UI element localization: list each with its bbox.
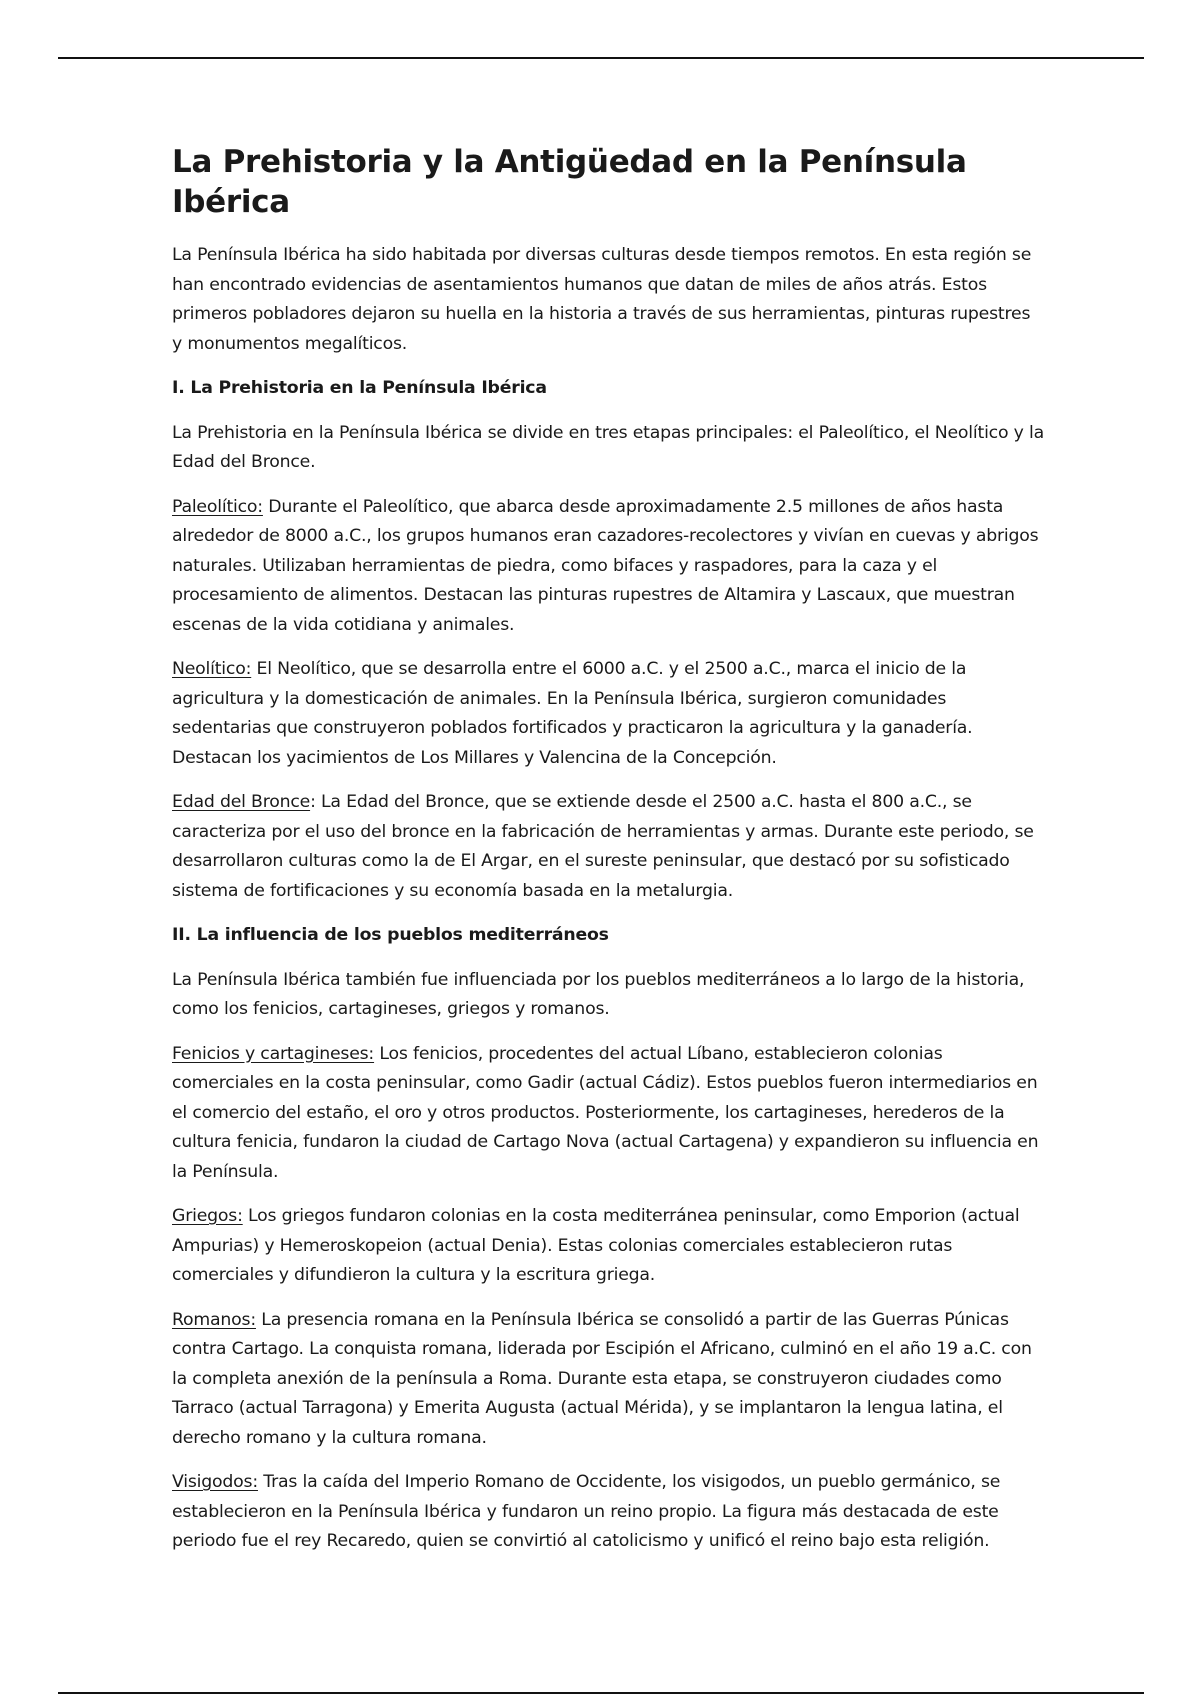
- document-title: La Prehistoria y la Antigüedad en la Península Ibérica: [172, 144, 967, 220]
- section-heading-prehistoria: I. La Prehistoria en la Península Ibérica: [172, 378, 547, 398]
- section-intro-mediterraneos: La Península Ibérica también fue influenciada por los pueblos mediterráneos a lo largo de la historia, como los fenicios, cartagineses, griegos y romanos.: [172, 969, 1025, 1019]
- text-romanos: La presencia romana en la Península Ibérica se consolidó a partir de las Guerras Púnicas contra Cartago. La conquista romana, liderada por Escipión el Africano, culminó en el año 19 a.C. con la completa anexión de la península a Roma. Durante esta etapa, se construyeron ciudades como Tarraco (actual Tarragona) y Emerita Augusta (actual Mérida), y se implantaron la lengua latina, el derecho romano y la cultura romana.: [172, 1309, 1032, 1448]
- text-paleolitico: Durante el Paleolítico, que abarca desde aproximadamente 2.5 millones de años hasta alrededor de 8000 a.C., los grupos humanos eran cazadores-recolectores y vivían en cuevas y abrigos naturales. Utilizaban herramientas de piedra, como bifaces y raspadores, para la caza y el procesamiento de alimentos. Destacan las pinturas rupestres de Altamira y Lascaux, que muestran escenas de la vida cotidiana y animales.: [172, 496, 1039, 635]
- text-fenicios: Los fenicios, procedentes del actual Líbano, establecieron colonias comerciales en la costa peninsular, como Gadir (actual Cádiz). Estos pueblos fueron intermediarios en el comercio del estaño, el oro y otros productos. Posteriormente, los cartagineses, herederos de la cultura fenicia, fundaron la ciudad de Cartago Nova (actual Cartagena) y expandieron su influencia en la Península.: [172, 1043, 1039, 1182]
- paragraph-paleolitico: [172, 493, 1044, 641]
- text-edad-bronce: : La Edad del Bronce, que se extiende desde el 2500 a.C. hasta el 800 a.C., se caracteriza por el uso del bronce en la fabricación de herramientas y armas. Durante este periodo, se desarrollaron culturas como la de El Argar, en el sureste peninsular, que destacó por su sofisticado sistema de fortificaciones y su economía basada en la metalurgia.: [172, 792, 1034, 901]
- text-neolitico: El Neolítico, que se desarrolla entre el 6000 a.C. y el 2500 a.C., marca el inicio de la agricultura y la domesticación de animales. En la Península Ibérica, surgieron comunidades sedentarias que construyeron poblados fortificados y practicaron la agricultura y la ganadería. Destacan los yacimientos de Los Millares y Valencina de la Concepción.: [172, 659, 973, 768]
- term-romanos: Romanos:: [172, 1309, 256, 1330]
- paragraph-edad-bronce: [172, 788, 1044, 906]
- term-fenicios: Fenicios y cartagineses:: [172, 1043, 375, 1064]
- paragraph-neolitico: [172, 655, 1044, 773]
- term-paleolitico: Paleolítico:: [172, 496, 263, 517]
- term-edad-bronce: Edad del Bronce: [172, 792, 311, 812]
- intro-paragraph: La Península Ibérica ha sido habitada por diversas culturas desde tiempos remotos. En esta región se han encontrado evidencias de asentamientos humanos que datan de miles de años atrás. Estos primeros pobladores dejaron su huella en la historia a través de sus herramientas, pinturas rupestres y monumentos megalíticos.: [172, 245, 1032, 354]
- term-neolitico: Neolítico:: [172, 659, 252, 679]
- paragraph-visigodos: [172, 1468, 1044, 1557]
- text-visigodos: Tras la caída del Imperio Romano de Occidente, los visigodos, un pueblo germánico, se establecieron en la Península Ibérica y fundaron un reino propio. La figura más destacada de este periodo fue el rey Recaredo, quien se convirtió al catolicismo y unificó el reino bajo esta religión.: [172, 1472, 1001, 1551]
- header-rule: [58, 57, 1144, 59]
- section-heading-mediterraneos: II. La influencia de los pueblos mediterráneos: [172, 925, 609, 945]
- term-griegos: Griegos:: [172, 1206, 243, 1226]
- paragraph-romanos: [172, 1306, 1044, 1454]
- text-griegos: Los griegos fundaron colonias en la costa mediterránea peninsular, como Emporion (actual Ampurias) y Hemeroskopeion (actual Denia). Estas colonias comerciales establecieron rutas comerciales y difundieron la cultura y la escritura griega.: [172, 1206, 1020, 1285]
- section-intro-prehistoria: La Prehistoria en la Península Ibérica se divide en tres etapas principales: el Paleolítico, el Neolítico y la Edad del Bronce.: [172, 422, 1044, 472]
- paragraph-fenicios: [172, 1040, 1044, 1188]
- footer-rule: [58, 1692, 1144, 1694]
- document-page: [172, 142, 1044, 1572]
- term-visigodos: Visigodos:: [172, 1472, 258, 1492]
- paragraph-griegos: [172, 1202, 1044, 1291]
